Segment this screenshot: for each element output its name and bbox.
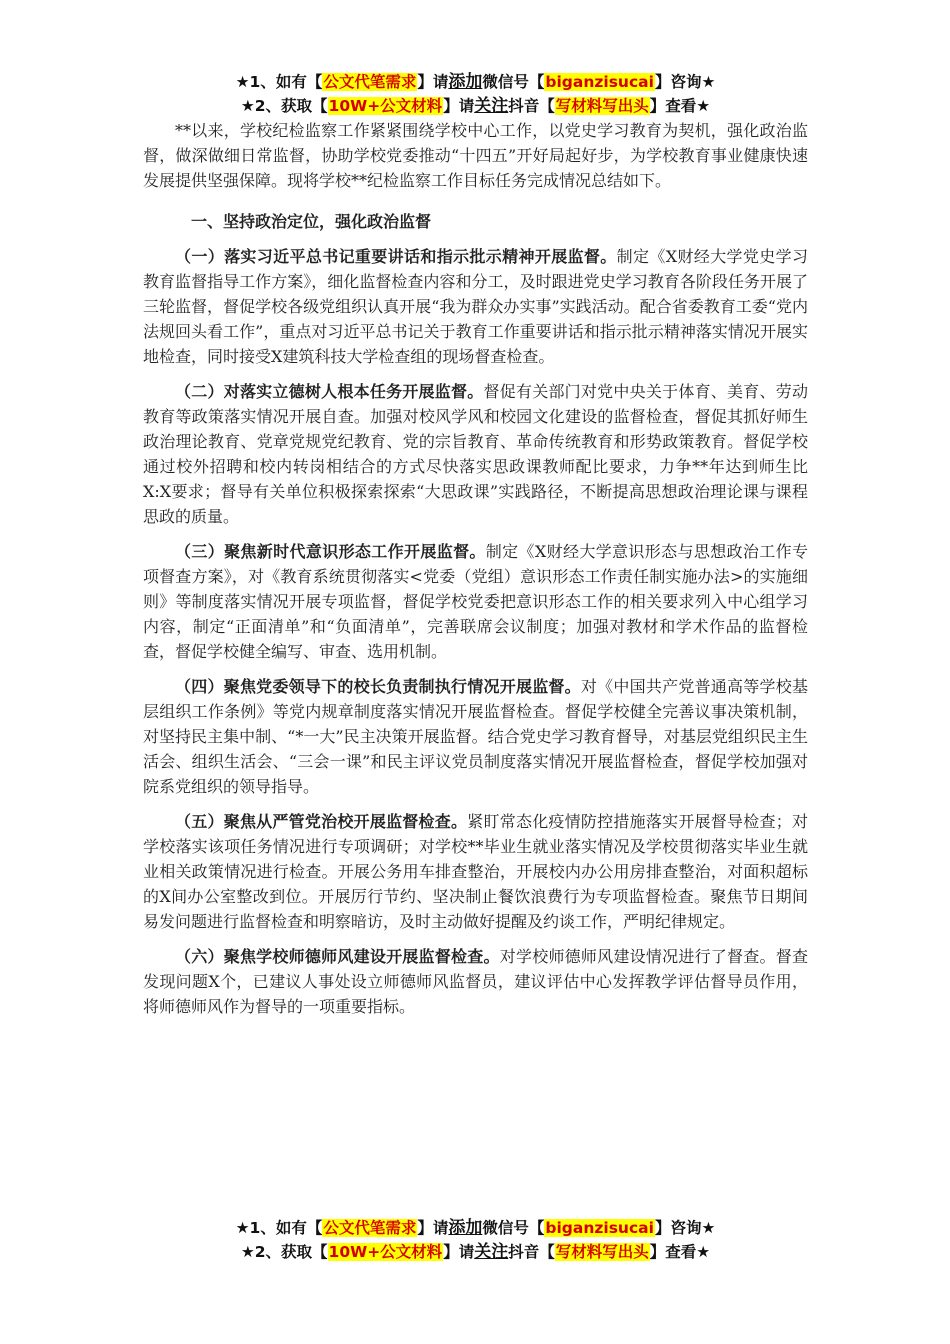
promo-line-1: ★1、如有【公文代笔需求】请添加微信号【biganzisucai】咨询★ [235,72,716,92]
section-lead: （五）聚焦从严管党治校开展监督检查。 [175,812,468,831]
section-paragraph-3 [143,539,808,664]
section-paragraph-1 [143,244,808,369]
section-paragraph-2 [143,379,808,529]
section-paragraph-6 [143,944,808,1019]
section-paragraph-5 [143,809,808,934]
highlight-text: biganzisucai [545,73,654,91]
highlight-text: 公文代笔需求 [323,73,417,91]
document-body [143,70,808,1019]
promo-line-1: ★1、如有【公文代笔需求】请添加微信号【biganzisucai】咨询★ [235,1218,716,1238]
section-body: 对学校师德师风建设情况进行了督查。督查发现问题X个，已建议人事处设立师德师风监督员，建议评估中心发挥教学评估督导员作用，将师德师风作为督导的一项重要指标。 [143,947,808,1016]
section-lead: （二）对落实立德树人根本任务开展监督。 [175,382,484,401]
section-lead: （一）落实习近平总书记重要讲话和指示批示精神开展监督。 [175,247,617,266]
section-body: 制定《X财经大学党史学习教育监督指导工作方案》，细化监督检查内容和分工，及时跟进党史学习教育各阶段任务开展了三轮监督，督促学校各级党组织认真开展“我为群众办实事”实践活动。配合省委教育工委“党内法规回头看工作”，重点对习近平总书记关于教育工作重要讲话和指示批示精神落实情况开展实地检查，同时接受X建筑科技大学检查组的现场督查检查。 [143,247,808,366]
promo-banner-bottom [143,1216,808,1264]
promo-line-2: ★2、获取【10W+公文材料】请关注抖音【写材料写出头】查看★ [240,1242,711,1262]
section-paragraph-4 [143,674,808,799]
highlight-text: 公文代笔需求 [323,1219,417,1237]
section-body: 制定《X财经大学意识形态与思想政治工作专项督查方案》，对《教育系统贯彻落实<党委（党组）意识形态工作责任制实施办法>的实施细则》等制度落实情况开展专项监督，督促学校党委把意识形态工作的相关要求列入中心组学习内容，制定“正面清单”和“负面清单”，完善联席会议制度；加强对教材和学术作品的监督检查，督促学校健全编写、审查、选用机制。 [143,542,808,661]
section-heading: 一、坚持政治定位，强化政治监督 [191,212,432,231]
section-lead: （六）聚焦学校师德师风建设开展监督检查。 [175,947,500,966]
intro-paragraph: **以来，学校纪检监察工作紧紧围绕学校中心工作，以党史学习教育为契机，强化政治监督，做深做细日常监督，协助学校党委推动“十四五”开好局起好步，为学校教育事业健康快速发展提供坚强保障。现将学校**纪检监察工作目标任务完成情况总结如下。 [143,121,808,190]
section-lead: （四）聚焦党委领导下的校长负责制执行情况开展监督。 [175,677,581,696]
section-lead: （三）聚焦新时代意识形态工作开展监督。 [175,542,486,561]
highlight-text: 写材料写出头 [555,97,649,115]
section-body: 紧盯常态化疫情防控措施落实开展督导检查；对学校落实该项任务情况进行专项调研；对学校**毕业生就业落实情况及学校贯彻落实毕业生就业相关政策情况进行检查。开展公务用车排查整治，开展校内办公用房排查整治，对面积超标的X间办公室整改到位。开展厉行节约、坚决制止餐饮浪费行为专项监督检查。聚焦节日期间易发问题进行监督检查和明察暗访，及时主动做好提醒及约谈工作，严明纪律规定。 [143,812,808,931]
section-body: 督促有关部门对党中央关于体育、美育、劳动教育等政策落实情况开展自查。加强对校风学风和校园文化建设的监督检查，督促其抓好师生政治理论教育、党章党规党纪教育、党的宗旨教育、革命传统教育和形势政策教育。督促学校通过校外招聘和校内转岗相结合的方式尽快落实思政课教师配比要求，力争**年达到师生比X:X要求；督导有关单位积极探索探索“大思政课”实践路径，不断提高思想政治理论课与课程思政的质量。 [143,382,808,526]
promo-banner-top [143,70,808,118]
promo-line-2: ★2、获取【10W+公文材料】请关注抖音【写材料写出头】查看★ [240,96,711,116]
highlight-text: 写材料写出头 [555,1243,649,1261]
highlight-text: 10W+公文材料 [328,97,443,115]
section-body: 对《中国共产党普通高等学校基层组织工作条例》等党内规章制度落实情况开展监督检查。督促学校健全完善议事决策机制，对坚持民主集中制、“*一大”民主决策开展监督。结合党史学习教育督导，对基层党组织民主生活会、组织生活会、“三会一课”和民主评议党员制度落实情况开展监督检查，督促学校加强对院系党组织的领导指导。 [143,677,808,796]
highlight-text: 10W+公文材料 [328,1243,443,1261]
highlight-text: biganzisucai [545,1219,654,1237]
